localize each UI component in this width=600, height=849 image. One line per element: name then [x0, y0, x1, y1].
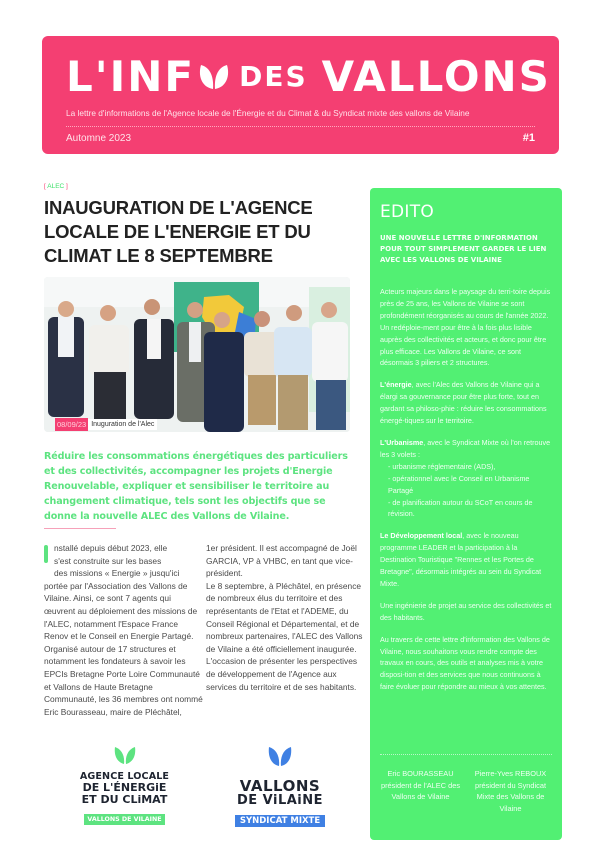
edito-intro: UNE NOUVELLE LETTRE D'INFORMATION POUR TOUT SIMPLEMENT GARDER LE LIEN AVEC LES VALLONS DE VILAINE: [380, 234, 547, 265]
article-headline: INAUGURATION DE L'AGENCE LOCALE DE L'ENERGIE ET DU CLIMAT LE 8 SEPTEMBRE: [44, 197, 313, 266]
col1-paragraph-2: Organisé autour de 17 structures et notamment les fondateurs à savoir les EPCIs Bretagne Porte Loire Communauté et Vallons de Haute Bretagne Communauté, les 36 membres ont nommé Eric Bourasseau, maire de Pléchâtel,: [44, 643, 203, 717]
vv-logo-band: SYNDICAT MIXTE: [235, 815, 325, 827]
edito-sidebar: [370, 188, 562, 840]
newsletter-subtitle: La lettre d'informations de l'Agence locale de l'Énergie et du Climat & du Syndicat mixte des vallons de Vilaine: [66, 108, 470, 118]
urbanisme-label: L'Urbanisme: [380, 437, 424, 447]
developpement-text: , avec le nouveau programme LEADER et la participation à la Destination Touristique "Rennes et les Portes de Bretagne", désormais intégrés au sein du Syndicat Mixte.: [380, 531, 542, 588]
signature-2-name: Pierre-Yves REBOUX: [474, 769, 547, 778]
newsletter-logo: [66, 50, 551, 102]
alec-logo-band: VALLONS DE VILAINE: [84, 814, 164, 825]
signature-1: [378, 768, 463, 803]
col1-line-2: s'est construite sur les bases: [54, 555, 162, 566]
tag-bracket-close: ]: [64, 183, 68, 190]
vv-logo-line-1: VALLONS: [239, 777, 321, 795]
signature-1-role: président de l'ALEC des Vallons de Vilaine: [380, 780, 461, 802]
logo-title-part1: L'INF: [66, 51, 196, 101]
article-separator: [44, 528, 116, 529]
vv-leaf-icon: [267, 745, 293, 767]
urbanisme-text: , avec le Syndicat Mixte où l'on retrouve les 3 volets :: [380, 437, 551, 459]
issue-number: #1: [522, 132, 535, 144]
edito-paragraph-energie: [380, 379, 554, 427]
alec-logo: [72, 745, 177, 835]
energie-text: , avec l'Alec des Vallons de Vilaine qui a élargi sa gouvernance pour être plus forte, tout en gardant sa philoso-phie : réduire les consommations énergé-tiques sur le territoire.: [380, 380, 547, 426]
dotted-divider: [66, 126, 535, 127]
issue-season: Automne 2023: [66, 133, 132, 144]
col2-paragraph-2: Le 8 septembre, à Pléchâtel, en présence de nombreux élus du territoire et des représentants de l'Etat et l'ADEME, du Conseil Régional et Départemental, et de nombreux partenaires, l'ALEC des Vallons de Vilaine a été officiellement inaugurée. L'occasion de présenter les perspectives de développement de l'Agence aux services du territoire et de ses habitants.: [206, 580, 363, 692]
edito-title: EDITO: [380, 202, 435, 222]
urbanisme-item-2: - opérationnel avec le Conseil en Urbanisme Partagé: [388, 473, 530, 495]
energie-label: L'énergie: [380, 380, 412, 390]
alec-logo-line-1: AGENCE LOCALE: [79, 771, 170, 782]
col1-paragraph-1: portée par l'Association des Vallons de Vilaine. Ainsi, ce sont 7 agents qui œuvrent au déploiement des missions de l'ALEC, notamment l'Espace France Renov et le Conseil en Energie Partagé.: [44, 580, 198, 642]
article-column-2: [206, 542, 366, 693]
signature-1-name: Eric BOURASSEAU: [387, 769, 454, 778]
photo-date: 08/09/23: [57, 420, 87, 429]
photo-caption-text: Inuguration de l'Alec: [88, 419, 157, 430]
signature-2: [468, 768, 553, 814]
leaf-icon: [197, 59, 231, 93]
article-tag: [44, 183, 68, 190]
article-lede: Réduire les consommations énergétiques des particuliers et des collectivités, accompagner les projets d'Energie Renouvelable, expliquer et sensibiliser le territoire au changement climatique, tels sont les objectifs que se donne la nouvelle ALEC des Vallons de Vilaine.: [44, 451, 348, 522]
vv-logo-line-2: DE ViLAiNE: [236, 793, 324, 808]
tag-bracket-open: [: [44, 183, 48, 190]
edito-paragraph-developpement: [380, 530, 554, 590]
alec-logo-line-3: ET DU CLiMAT: [81, 793, 168, 806]
logo-title-part2: DES: [239, 59, 308, 93]
logo-title-part3: VALLONS: [321, 51, 551, 101]
header-banner: [42, 36, 559, 154]
vallons-de-vilaine-logo: [230, 745, 330, 835]
article-photo: [44, 277, 350, 432]
signature-2-role: président du Syndicat Mixte des Vallons de Vilaine: [474, 780, 547, 813]
developpement-label: Le Développement local: [380, 531, 463, 541]
edito-paragraph-6: Au travers de cette lettre d'information des Vallons de Vilaine, nous souhaitons vous rendre compte des travaux en cours, des outils et analyses mis à votre disposi-tion et des services que nous continuons à faire évoluer pour répondre au mieux à vos attentes.: [380, 634, 550, 692]
tag-label: ALEC: [47, 183, 65, 190]
edito-paragraph-1: Acteurs majeurs dans le paysage du terri-toire depuis près de 25 ans, les Vallons de Vilaine se sont profondément réorganisés au cours de l'année 2022. Un redéploie-ment pour être à la fois plus lisible auprès des collectivités et acteurs, et donc pour être plus efficace. Les Vallons de Vilaine, ce sont désormais 3 piliers et 2 structures.: [380, 287, 551, 368]
edito-paragraph-5: Une ingénierie de projet au service des collectivités et des habitants.: [380, 600, 552, 622]
alec-logo-line-2: DE L'ÉNERGiE: [82, 781, 167, 794]
col2-paragraph-1: 1er président. Il est accompagné de Joël GARCIA, VP à VHBC, en tant que vice-président.: [206, 543, 357, 579]
edito-body: [380, 286, 554, 703]
alec-leaf-icon: [113, 745, 137, 765]
photo-caption: [55, 417, 157, 432]
col1-line-1: nstallé depuis début 2023, elle: [54, 543, 168, 553]
urbanisme-item-3: - de planification autour du SCoT en cours de révision.: [388, 497, 533, 519]
signature-divider: [380, 754, 552, 755]
edito-paragraph-urbanisme: [380, 437, 554, 520]
col1-line-3: des missions « Energie » jusqu'ici: [54, 568, 180, 579]
article-column-1: [44, 542, 204, 718]
urbanisme-item-1: - urbanisme réglementaire (ADS),: [388, 461, 496, 471]
